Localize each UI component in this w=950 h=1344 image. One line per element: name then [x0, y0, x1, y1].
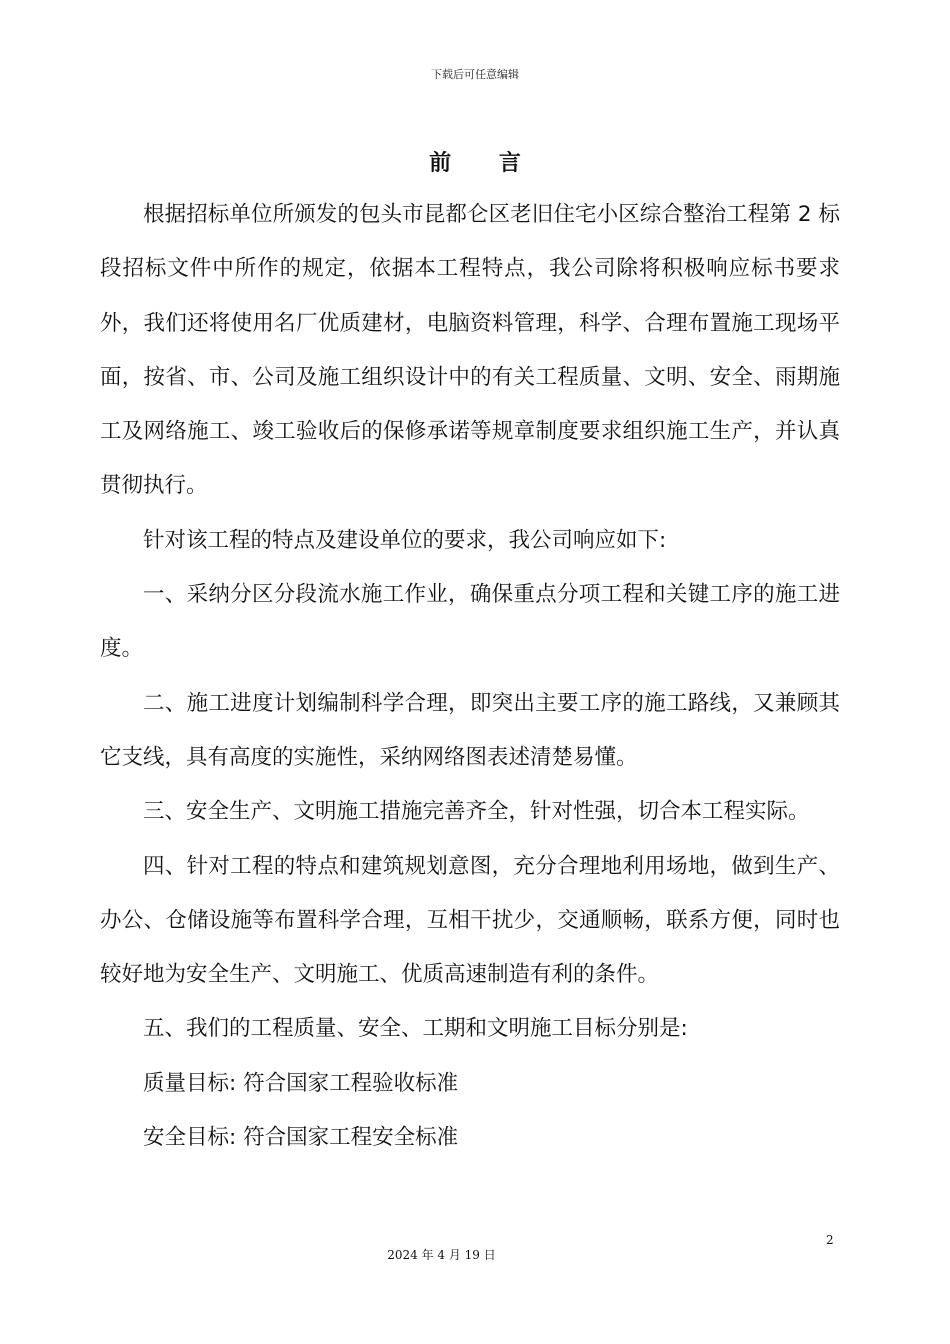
paragraph-item-5: 五、我们的工程质量、安全、工期和文明施工目标分别是:: [143, 1016, 688, 1042]
safety-target: 安全目标: 符合国家工程安全标准: [143, 1125, 459, 1151]
paragraph-item-4: 四、针对工程的特点和建筑规划意图，充分合理地利用场地，做到生产、办公、仓储设施等布置科学合理，互相干扰少，交通顺畅，联系方便，同时也较好地为安全生产、文明施工、优质高速制造有利的条件。: [100, 853, 840, 988]
page-title: 前 言: [429, 151, 541, 176]
paragraph-response-lead: 针对该工程的特点及建设单位的要求，我公司响应如下:: [143, 527, 667, 553]
paragraph-item-1: 一、采纳分区分段流水施工作业，确保重点分项工程和关键工序的施工进度。: [100, 582, 840, 662]
paragraph-item-2: 二、施工进度计划编制科学合理，即突出主要工序的施工路线，又兼顾其它支线，具有高度的实施性，采纳网络图表述清楚易懂。: [100, 690, 840, 770]
paragraph-item-3: 三、安全生产、文明施工措施完善齐全，针对性强，切合本工程实际。: [143, 799, 810, 825]
footer-date: 2024 年 4 月 19 日: [387, 1248, 496, 1262]
paragraph-intro: 根据招标单位所颁发的包头市昆都仑区老旧住宅小区综合整治工程第 2 标段招标文件中所作的规定，依据本工程特点，我公司除将积极响应标书要求外，我们还将使用名厂优质建材，电脑资料管理，科学、合理布置施工现场平面，按省、市、公司及施工组织设计中的有关工程质量、文明、安全、雨期施工及网络施工、竣工验收后的保修承诺等规章制度要求组织施工生产，并认真贯彻执行。: [100, 202, 840, 499]
quality-target: 质量目标: 符合国家工程验收标准: [143, 1070, 459, 1096]
document-body: [100, 188, 840, 1165]
page-number: 2: [826, 1233, 834, 1247]
header-note: 下载后可任意编辑: [431, 68, 519, 81]
